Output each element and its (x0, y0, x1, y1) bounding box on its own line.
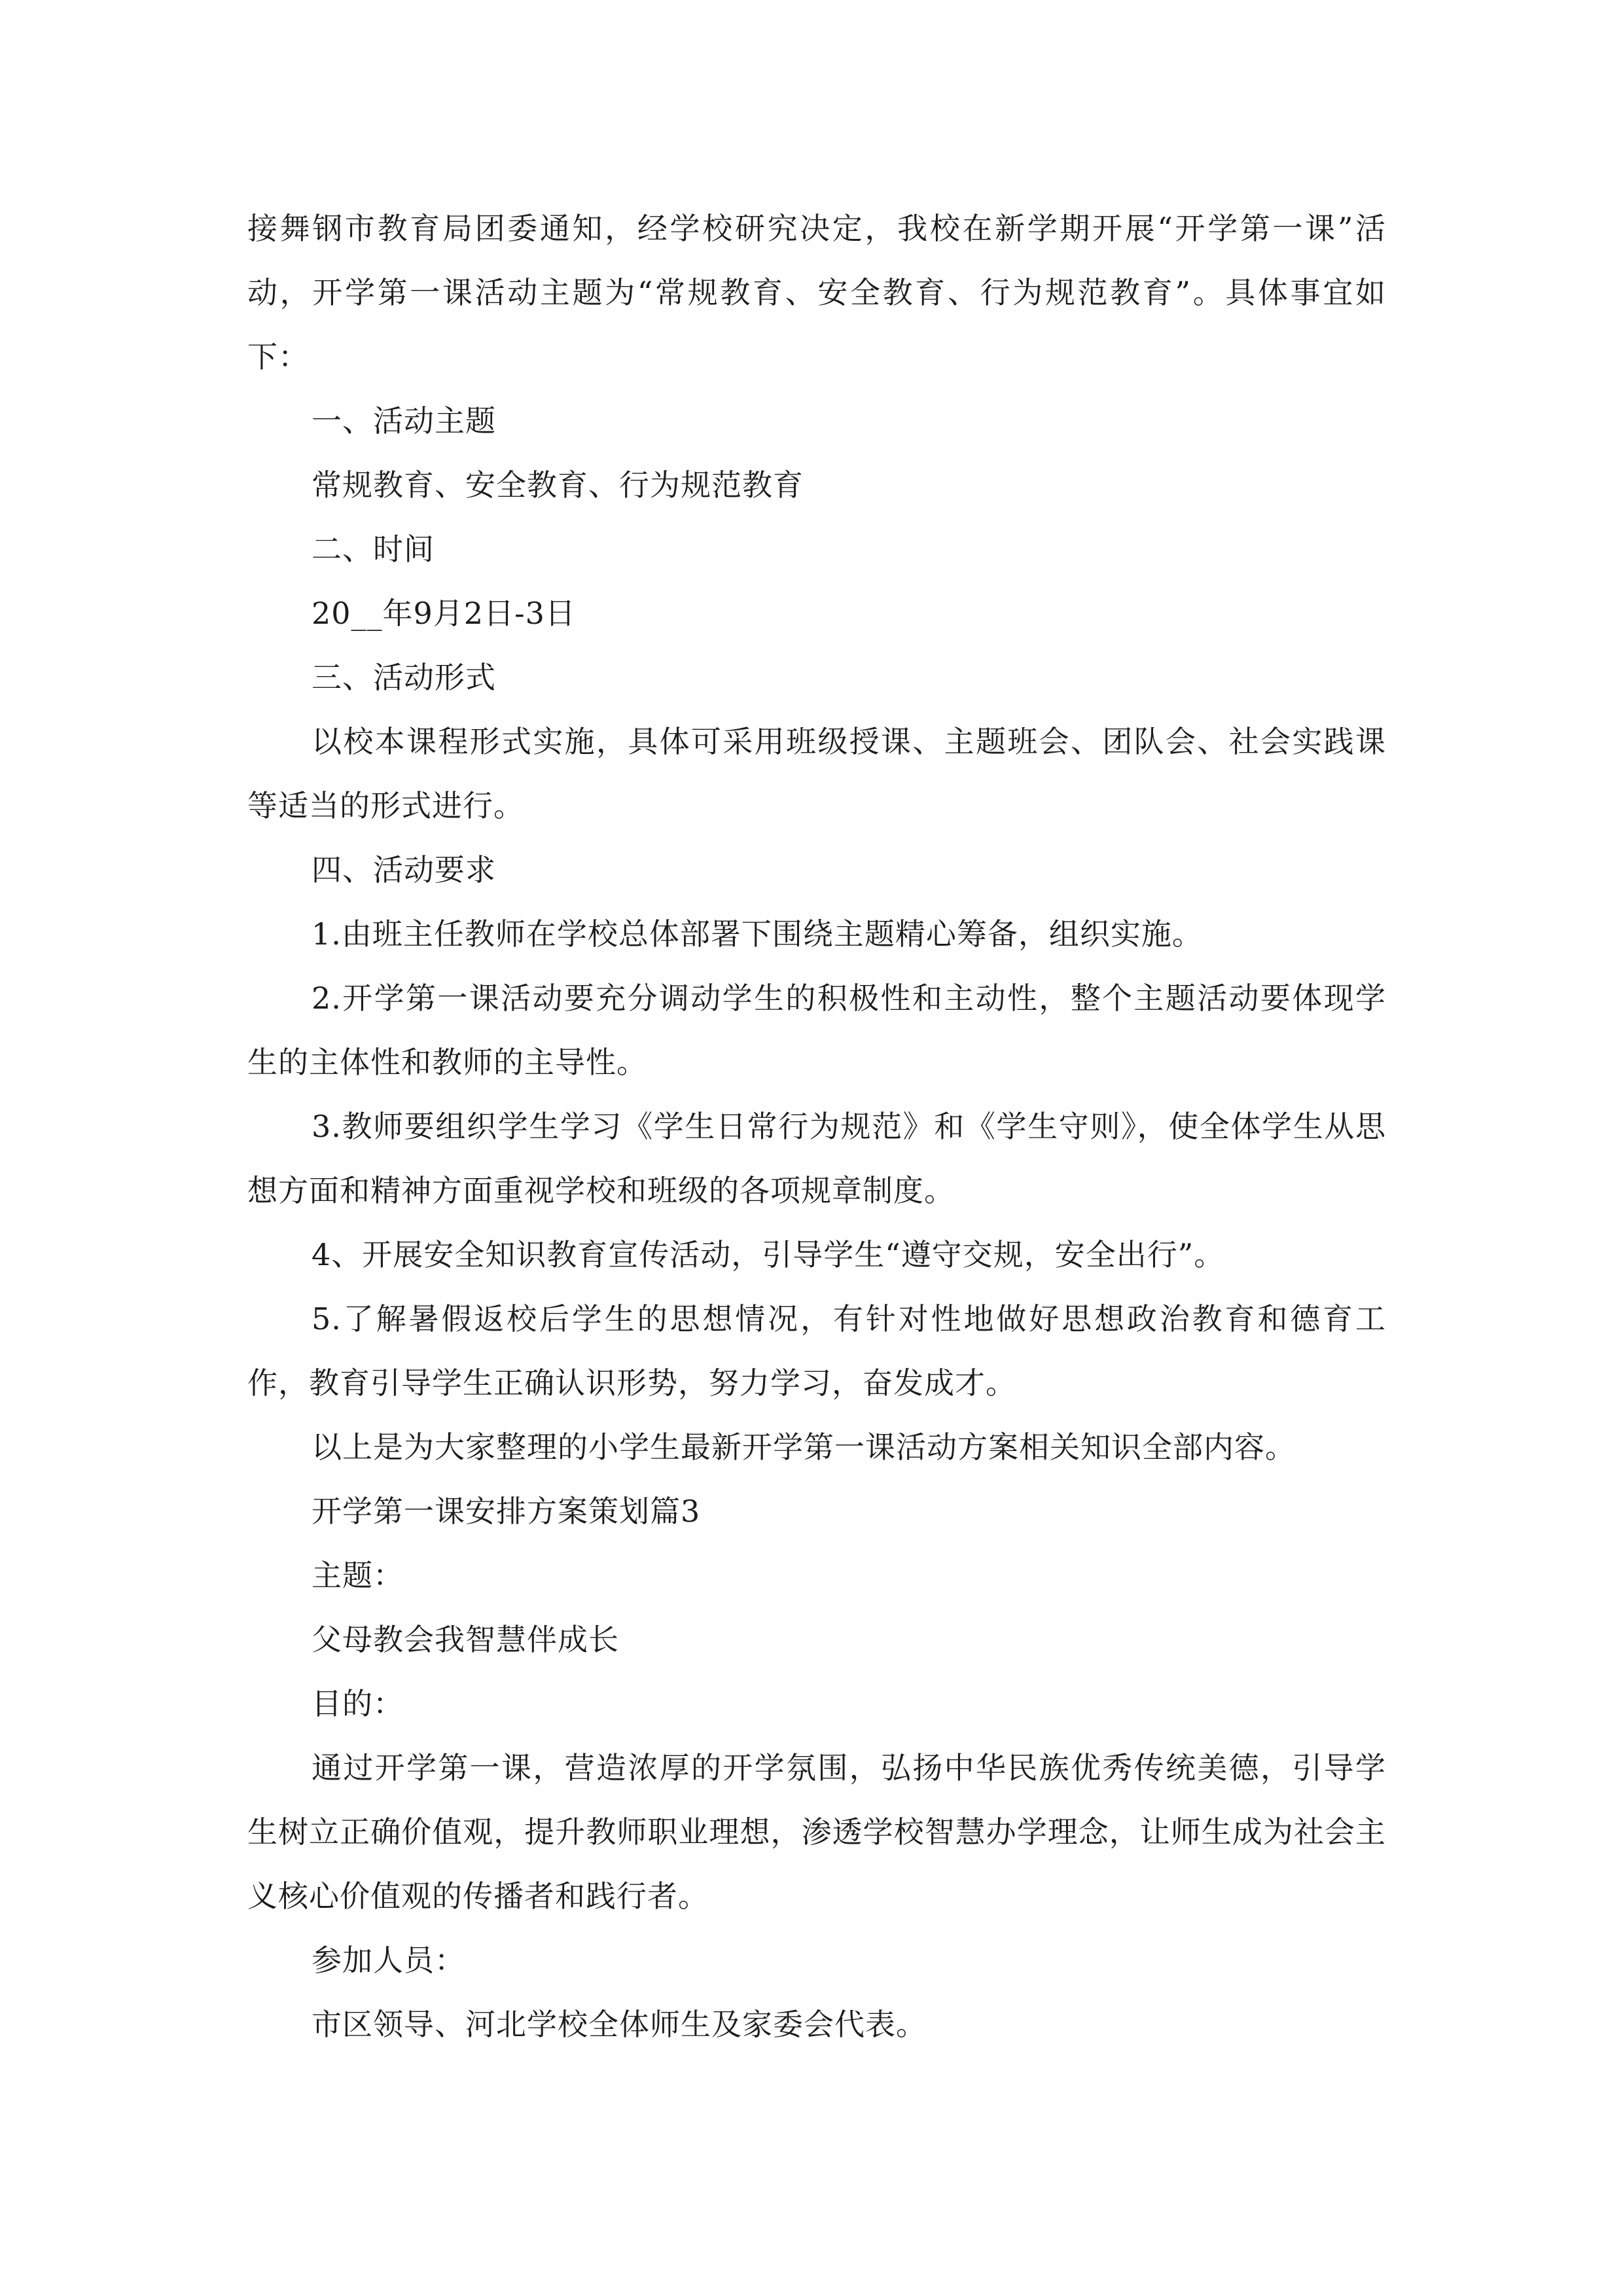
requirement-item-2: 2.开学第一课活动要充分调动学生的积极性和主动性，整个主题活动要体现学生的主体性和教师的主导性。 (247, 980, 1386, 1080)
summary-paragraph: 以上是为大家整理的小学生最新开学第一课活动方案相关知识全部内容。 (312, 1429, 1296, 1465)
section-title-plan-3: 开学第一课安排方案策划篇3 (312, 1494, 701, 1529)
purpose-text: 通过开学第一课，营造浓厚的开学氛围，弘扬中华民族优秀传统美德，引导学生树立正确价值观，提升教师职业理想，渗透学校智慧办学理念，让师生成为社会主义核心价值观的传播者和践行者。 (247, 1750, 1386, 1914)
section-heading-requirements: 四、活动要求 (312, 852, 496, 888)
requirement-item-4: 4、开展安全知识教育宣传活动，引导学生“遵守交规，安全出行”。 (312, 1237, 1225, 1272)
intro-paragraph: 接舞钢市教育局团委通知，经学校研究决定，我校在新学期开展“开学第一课”活动，开学第一课活动主题为“常规教育、安全教育、行为规范教育”。具体事宜如下： (247, 211, 1386, 374)
section-heading-theme: 一、活动主题 (312, 403, 496, 439)
section-heading-time: 二、时间 (312, 531, 435, 567)
participants-label: 参加人员： (312, 1943, 465, 1978)
requirement-item-1: 1.由班主任教师在学校总体部署下围绕主题精心筹备，组织实施。 (312, 916, 1203, 952)
requirement-item-3: 3.教师要组织学生学习《学生日常行为规范》和《学生守则》，使全体学生从思想方面和精神方面重视学校和班级的各项规章制度。 (247, 1109, 1386, 1208)
theme-value: 父母教会我智慧伴成长 (312, 1622, 619, 1657)
purpose-label: 目的： (312, 1686, 404, 1721)
theme-text: 常规教育、安全教育、行为规范教育 (312, 467, 804, 503)
participants-text: 市区领导、河北学校全体师生及家委会代表。 (312, 2007, 927, 2042)
document-page (247, 196, 1386, 2056)
requirement-item-5: 5.了解暑假返校后学生的思想情况，有针对性地做好思想政治教育和德育工作，教育引导学生正确认识形势，努力学习，奋发成才。 (247, 1301, 1386, 1401)
form-text: 以校本课程形式实施，具体可采用班级授课、主题班会、团队会、社会实践课等适当的形式进行。 (247, 724, 1386, 823)
time-text: 20__年9月2日-3日 (312, 596, 576, 631)
section-heading-form: 三、活动形式 (312, 660, 496, 695)
theme-label: 主题： (312, 1558, 404, 1593)
